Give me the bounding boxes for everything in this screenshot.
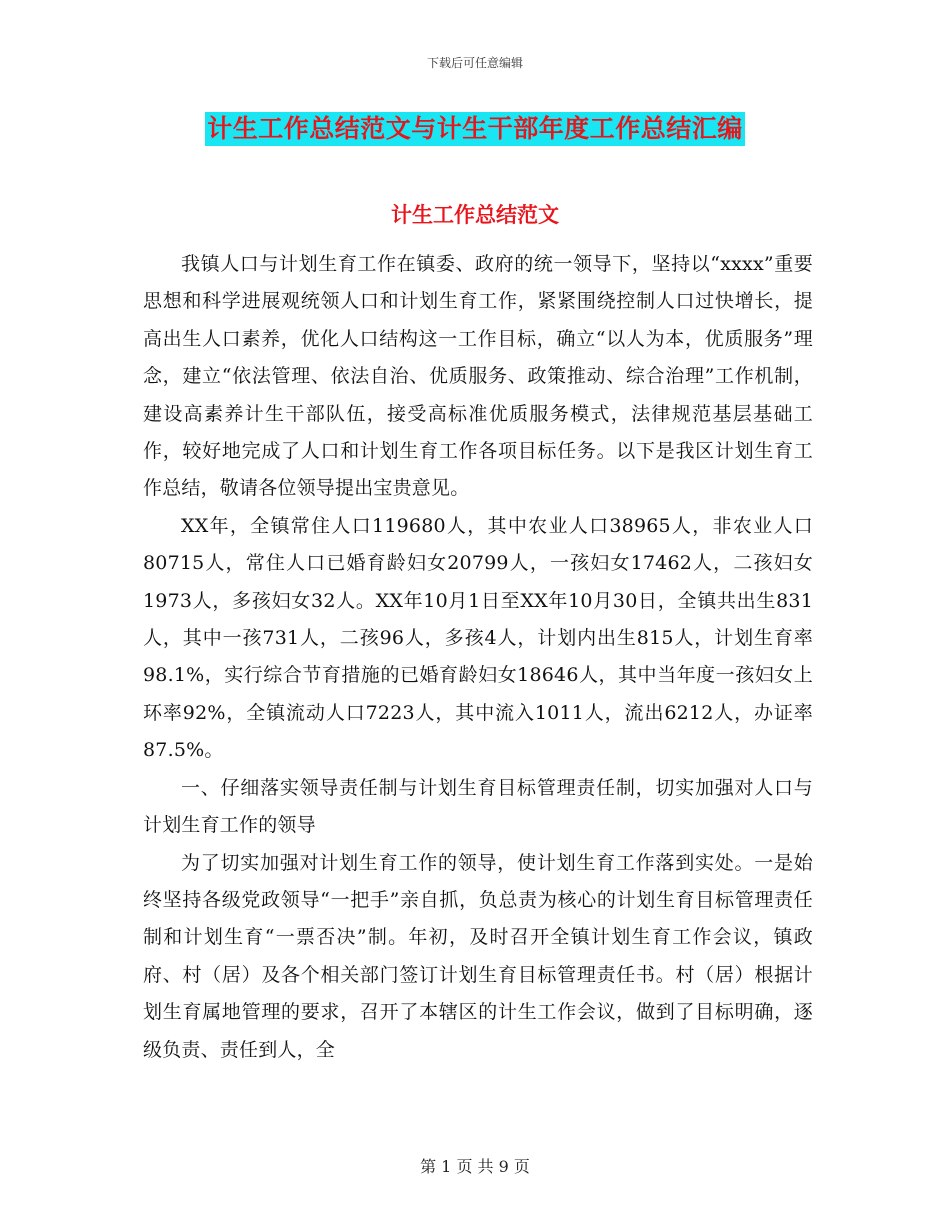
page-header-note: 下载后可任意编辑 (426, 56, 523, 70)
paragraph-statistics: XX年，全镇常住人口119680人，其中农业人口38965人，非农业人口80715人，常住人口已婚育龄妇女20799人，一孩妇女17462人，二孩妇女1973人，多孩妇女32人。XX年10月1日至XX年10月30日，全镇共出生831人，其中一孩731人，二孩96人，多孩4人，计划内出生815人，计划生育率98.1%，实行综合节育措施的已婚育龄妇女18646人，其中当年度一孩妇女上环率92%，全镇流动人口7223人，其中流入1011人，流出6212人，办证率87.5%。 (143, 514, 813, 762)
section-title: 计生工作总结范文 (391, 202, 559, 227)
document-title-container (0, 112, 950, 146)
paragraph-heading-one: 一、仔细落实领导责任制与计划生育目标管理责任制，切实加强对人口与计划生育工作的领导 (143, 776, 813, 837)
document-body (143, 246, 813, 1069)
paragraph-leadership: 为了切实加强对计划生育工作的领导，使计划生育工作落到实处。一是始终坚持各级党政领导“一把手”亲自抓，负总责为核心的计划生育目标管理责任制和计划生育“一票否决”制。年初，及时召开全镇计划生育工作会议，镇政府、村（居）及各个相关部门签订计划生育目标管理责任书。村（居）根据计划生育属地管理的要求，召开了本辖区的计生工作会议，做到了目标明确，逐级负责、责任到人，全 (143, 851, 813, 1061)
page-number-footer: 第 1 页 共 9 页 (420, 1157, 530, 1176)
document-title: 计生工作总结范文与计生干部年度工作总结汇编 (205, 112, 745, 146)
paragraph-intro: 我镇人口与计划生育工作在镇委、政府的统一领导下，坚持以“xxxx”重要思想和科学进展观统领人口和计划生育工作，紧紧围绕控制人口过快增长，提高出生人口素养，优化人口结构这一工作目标，确立“以人为本，优质服务”理念，建立“依法管理、依法自治、优质服务、政策推动、综合治理”工作机制，建设高素养计生干部队伍，接受高标准优质服务模式，法律规范基层基础工作，较好地完成了人口和计划生育工作各项目标任务。以下是我区计划生育工作总结，敬请各位领导提出宝贵意见。 (143, 253, 813, 500)
